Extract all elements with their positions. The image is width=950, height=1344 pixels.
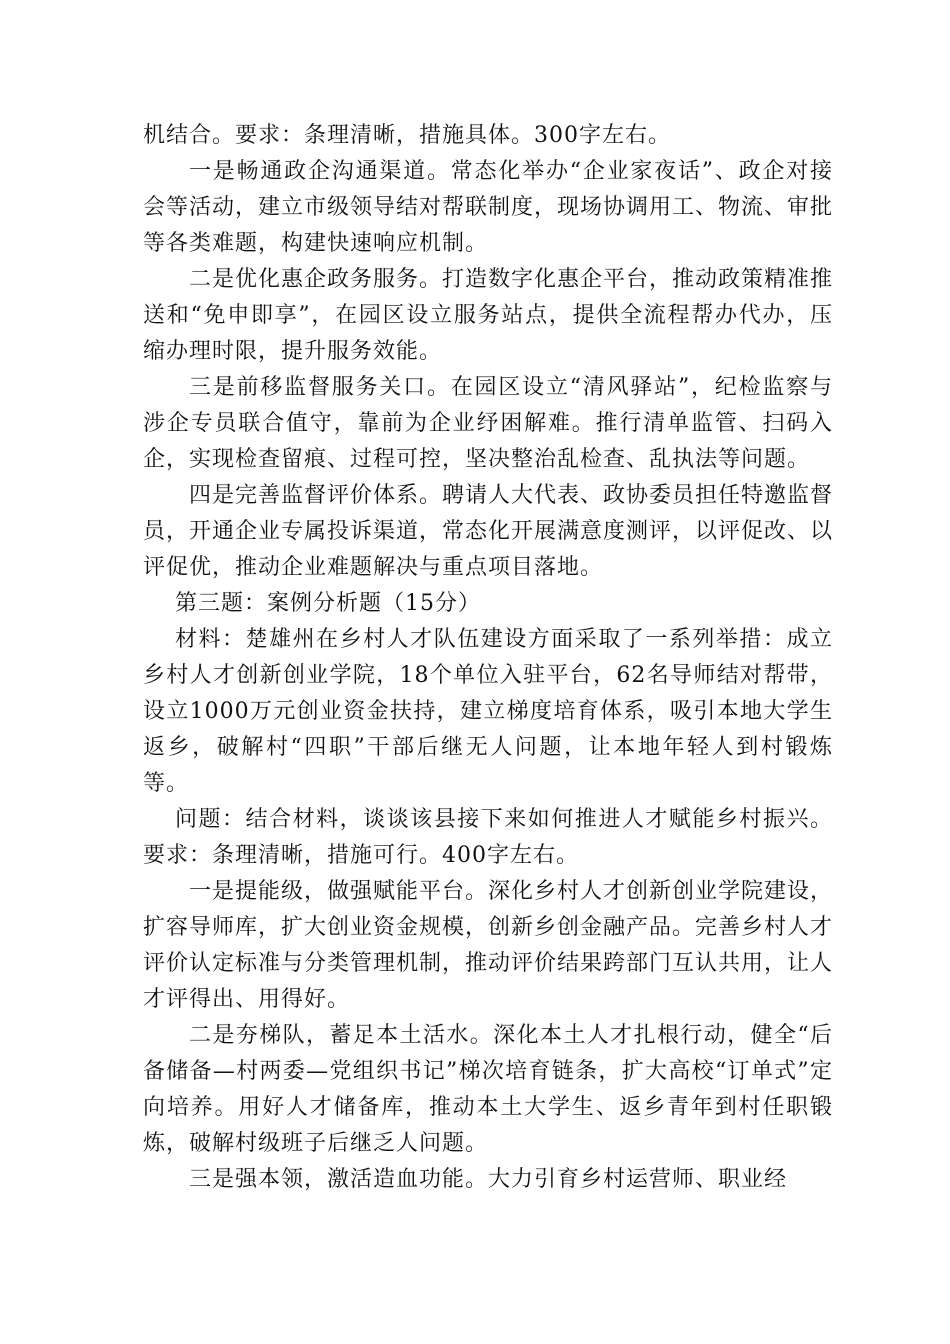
paragraph-material: 材料：楚雄州在乡村人才队伍建设方面采取了一系列举措：成立乡村人才创新创业学院，18个单位入驻平台，62名导师结对帮带，设立1000万元创业资金扶持，建立梯度培育体系，吸引本地大学生返乡，破解村“四职”干部后继无人问题，让本地年轻人到村锻炼等。 xyxy=(143,627,833,796)
paragraph-continuation: 机结合。要求：条理清晰，措施具体。300字左右。 xyxy=(143,123,671,148)
paragraph-answer-1: 一是提能级，做强赋能平台。深化乡村人才创新创业学院建设，扩容导师库，扩大创业资金规模，创新乡创金融产品。完善乡村人才评价认定标准与分类管理机制，推动评价结果跨部门互认共用，让人才评得出、用得好。 xyxy=(143,879,834,1012)
document-body xyxy=(143,118,833,1198)
section-heading: 第三题：案例分析题（15分） xyxy=(175,591,481,616)
paragraph-answer-2: 二是夯梯队，蓄足本土活水。深化本土人才扎根行动，健全“后备储备—村两委—党组织书记”梯次培育链条，扩大高校“订单式”定向培养。用好人才储备库，推动本土大学生、返乡青年到村任职锻炼，破解村级班子后继乏人问题。 xyxy=(143,1023,833,1156)
paragraph-measure-2: 二是优化惠企政务服务。打造数字化惠企平台，推动政策精准推送和“免申即享”，在园区设立服务站点，提供全流程帮办代办，压缩办理时限，提升服务效能。 xyxy=(143,267,834,364)
paragraph-measure-3: 三是前移监督服务关口。在园区设立“清风驿站”，纪检监察与涉企专员联合值守，靠前为企业纾困解难。推行清单监管、扫码入企，实现检查留痕、过程可控，坚决整治乱检查、乱执法等问题。 xyxy=(143,375,833,472)
paragraph-measure-1: 一是畅通政企沟通渠道。常态化举办“企业家夜话”、政企对接会等活动，建立市级领导结对帮联制度，现场协调用工、物流、审批等各类难题，构建快速响应机制。 xyxy=(143,159,834,256)
paragraph-answer-3: 三是强本领，激活造血功能。大力引育乡村运营师、职业经 xyxy=(189,1167,788,1192)
paragraph-measure-4: 四是完善监督评价体系。聘请人大代表、政协委员担任特邀监督员，开通企业专属投诉渠道，常态化开展满意度测评，以评促改、以评促优，推动企业难题解决与重点项目落地。 xyxy=(143,483,834,580)
paragraph-question: 问题：结合材料，谈谈该县接下来如何推进人才赋能乡村振兴。要求：条理清晰，措施可行。400字左右。 xyxy=(143,807,833,868)
